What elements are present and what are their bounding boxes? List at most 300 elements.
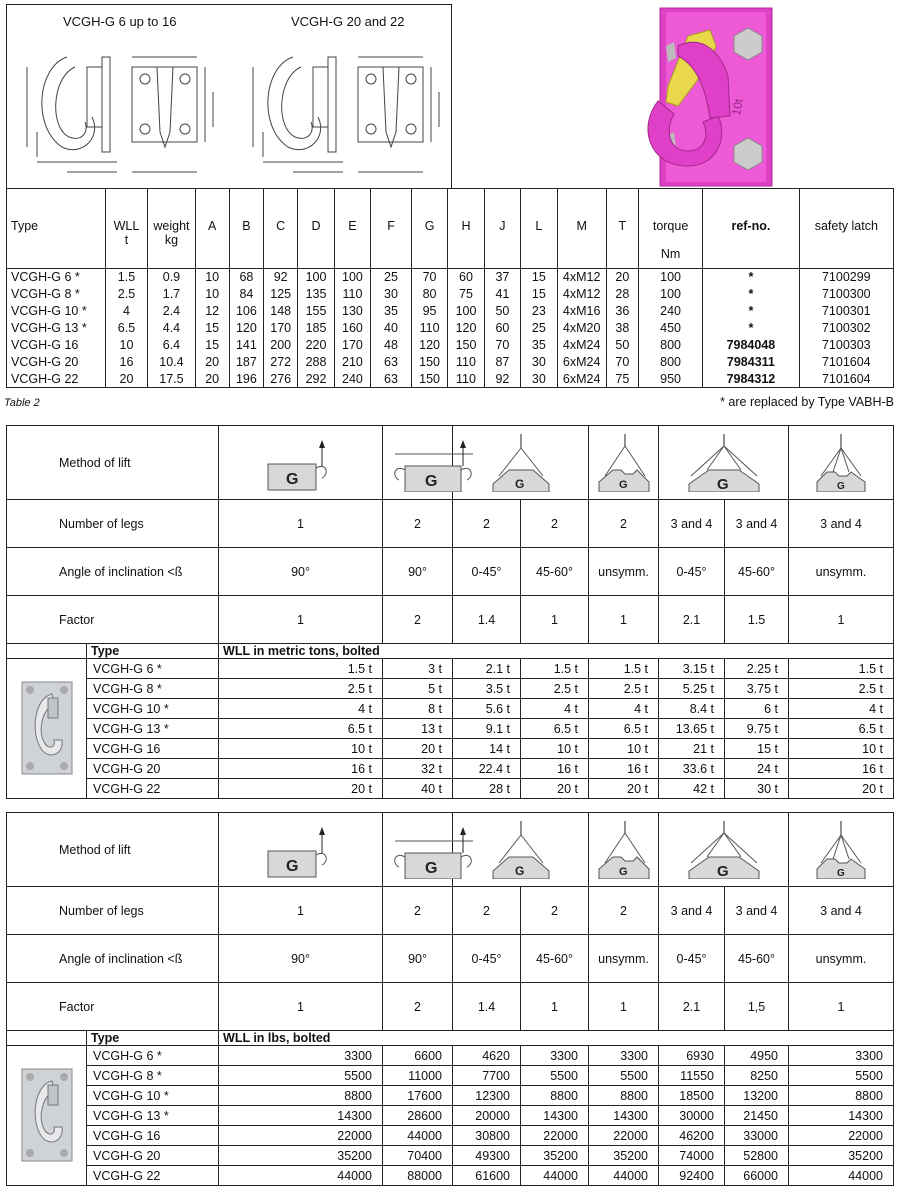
wll-row [7,699,894,719]
drawing-title-large: VCGH-G 20 and 22 [291,14,405,29]
wll-type: VCGH-G 8 * [87,1066,219,1086]
wll-value: 8800 [521,1086,589,1106]
bracket-photo-icon [12,1061,82,1171]
spec-cell: 80 [411,286,447,303]
wll-value: 4 t [589,699,659,719]
wll-value: 13200 [725,1086,789,1106]
angle-value: 45-60° [521,548,589,596]
replacement-note: * are replaced by Type VABH-B [720,395,894,409]
spec-row [7,354,894,371]
wll-value: 15 t [725,739,789,759]
wll-type: VCGH-G 13 * [87,1106,219,1126]
legs-value: 2 [521,887,589,935]
spec-cell: 450 [638,320,702,337]
angle-value: 0-45° [453,935,521,983]
legs-value: 3 and 4 [789,887,894,935]
wll-value: 14300 [219,1106,383,1126]
spec-cell: 70 [606,354,638,371]
wll-value: 8800 [219,1086,383,1106]
legs-value: 2 [453,887,521,935]
wll-value: 4620 [453,1046,521,1066]
wll-value: 4 t [521,699,589,719]
spec-cell: 800 [638,337,702,354]
wll-value: 4 t [219,699,383,719]
spec-cell: 220 [298,337,334,354]
spec-header-cell [264,189,298,269]
svg-text:G: G [514,863,524,878]
wll-value: 3300 [589,1046,659,1066]
wll-value: 22000 [219,1126,383,1146]
spec-cell: 4xM24 [557,337,606,354]
wll-value: 35200 [789,1146,894,1166]
lift-icon-cell [219,813,383,887]
legs-value: 3 and 4 [789,500,894,548]
spec-cell: 6.4 [148,337,195,354]
wll-value: 5500 [521,1066,589,1086]
spec-cell: 7984311 [703,354,799,371]
spec-header-line: C [276,219,286,233]
wll-metric-table [6,425,894,799]
wll-value: 42 t [659,779,725,799]
spec-header-line: M [576,219,587,233]
wll-value: 49300 [453,1146,521,1166]
spec-cell: 950 [638,371,702,388]
wll-value: 9.1 t [453,719,521,739]
wll-value: 16 t [521,759,589,779]
spec-cell: 120 [229,320,263,337]
factor-value: 2 [383,596,453,644]
spec-header-line: torque [652,219,689,233]
spec-cell: 7100300 [799,286,893,303]
wll-value: 16 t [219,759,383,779]
svg-text:G: G [514,476,524,491]
lift-method-icon [593,434,655,492]
spec-header-cell [557,189,606,269]
spec-cell: 15 [195,337,229,354]
spec-cell: 23 [521,303,557,320]
wll-value: 8800 [789,1086,894,1106]
spec-cell: 48 [371,337,412,354]
wll-value: 2.1 t [453,659,521,679]
method-of-lift-label: Method of lift [7,426,219,500]
wll-unit-header: WLL in metric tons, bolted [219,644,894,659]
wll-value: 6 t [725,699,789,719]
wll-type: VCGH-G 10 * [87,699,219,719]
wll-value: 8250 [725,1066,789,1086]
lift-method-icon [264,434,338,492]
svg-text:G: G [618,865,628,878]
wll-value: 22000 [589,1126,659,1146]
wll-value: 10 t [789,739,894,759]
factor-value: 1 [589,596,659,644]
spec-cell: 20 [606,269,638,286]
spec-cell: 15 [195,320,229,337]
wll-value: 8 t [383,699,453,719]
wll-value: 61600 [453,1166,521,1186]
lift-icon-cell [383,813,453,887]
spec-header-line: A [207,219,217,233]
wll-value: 16 t [589,759,659,779]
spec-cell: 141 [229,337,263,354]
spec-cell: 63 [371,371,412,388]
spec-cell: 272 [264,354,298,371]
wll-value: 6.5 t [789,719,894,739]
wll-value: 7700 [453,1066,521,1086]
spec-cell: * [703,269,799,286]
wll-value: 30800 [453,1126,521,1146]
angle-value: 90° [383,548,453,596]
factor-label: Factor [7,983,219,1031]
spec-cell: 35 [371,303,412,320]
wll-type: VCGH-G 20 [87,1146,219,1166]
top-section [6,4,894,404]
spec-header-line: ref-no. [731,219,771,233]
spec-cell: 4xM12 [557,269,606,286]
factor-value: 1 [521,983,589,1031]
method-of-lift-label: Method of lift [7,813,219,887]
wll-row [7,1046,894,1066]
spec-header-line: G [424,219,435,233]
wll-value: 28600 [383,1106,453,1126]
spec-header-cell [799,189,893,269]
spec-row [7,286,894,303]
spec-cell: 30 [371,286,412,303]
spec-cell: 17.5 [148,371,195,388]
wll-value: 8.4 t [659,699,725,719]
wll-value: 14300 [589,1106,659,1126]
spec-cell: 7101604 [799,354,893,371]
legs-label: Number of legs [7,500,219,548]
svg-text:G: G [425,859,438,877]
wll-value: 4950 [725,1046,789,1066]
wll-header-row [7,644,894,659]
wll-value: 20 t [219,779,383,799]
legs-value: 3 and 4 [659,500,725,548]
spec-cell: 75 [448,286,484,303]
spec-header-line: F [387,219,395,233]
angle-label: Angle of inclination <ß [7,935,219,983]
spec-header-line: B [242,219,251,233]
wll-value: 70400 [383,1146,453,1166]
wll-value: 92400 [659,1166,725,1186]
wll-value: 6600 [383,1046,453,1066]
spec-cell: 15 [521,269,557,286]
spec-cell: 6xM24 [557,354,606,371]
wll-value: 44000 [219,1166,383,1186]
wll-type: VCGH-G 20 [87,759,219,779]
spec-cell: 110 [411,320,447,337]
legs-value: 2 [383,500,453,548]
spec-cell: 4xM12 [557,286,606,303]
spec-cell: 10 [105,337,148,354]
legs-label: Number of legs [7,887,219,935]
wll-value: 20 t [589,779,659,799]
wll-type: VCGH-G 22 [87,1166,219,1186]
spec-cell: 63 [371,354,412,371]
spec-cell: 130 [334,303,370,320]
wll-value: 5.25 t [659,679,725,699]
spec-table [6,188,894,388]
type-header: Type [87,644,219,659]
spec-cell: VCGH-G 6 * [7,269,106,286]
factor-value: 2.1 [659,596,725,644]
factor-value: 1 [589,983,659,1031]
legs-value: 2 [589,887,659,935]
legs-value: 2 [521,500,589,548]
spec-cell: 106 [229,303,263,320]
lift-icon-cell [383,426,453,500]
legs-value: 3 and 4 [725,500,789,548]
wll-value: 3.15 t [659,659,725,679]
spec-cell: 4.4 [148,320,195,337]
wll-row [7,1106,894,1126]
wll-lbs-table [6,812,894,1186]
spec-header-line: T [618,219,627,233]
wll-value: 30 t [725,779,789,799]
wll-value: 66000 [725,1166,789,1186]
spec-cell: * [703,286,799,303]
spec-cell: 185 [298,320,334,337]
wll-value: 44000 [589,1166,659,1186]
spec-cell: VCGH-G 13 * [7,320,106,337]
spec-cell: 196 [229,371,263,388]
spec-header-line: E [348,219,357,233]
spec-cell: 25 [521,320,557,337]
wll-value: 28 t [453,779,521,799]
spec-cell: 10 [195,286,229,303]
wll-row [7,1166,894,1186]
spec-row [7,269,894,286]
factor-value: 1.5 [725,596,789,644]
wll-value: 6.5 t [219,719,383,739]
legs-value: 2 [383,887,453,935]
wll-value: 24 t [725,759,789,779]
spec-cell: 7100303 [799,337,893,354]
spec-cell: 170 [264,320,298,337]
spec-cell: 30 [521,354,557,371]
spec-cell: 4 [105,303,148,320]
wll-value: 3300 [219,1046,383,1066]
wll-type: VCGH-G 16 [87,739,219,759]
wll-value: 35200 [589,1146,659,1166]
table-label: Table 2 [4,397,40,409]
factor-value: 1.4 [453,596,521,644]
spec-header-cell [7,189,106,269]
spec-header-line: J [499,219,506,233]
wll-value: 5500 [789,1066,894,1086]
spec-cell: 135 [298,286,334,303]
wll-type: VCGH-G 6 * [87,659,219,679]
spec-header-cell [371,189,412,269]
spec-cell: 68 [229,269,263,286]
angle-value: unsymm. [589,935,659,983]
wll-type: VCGH-G 22 [87,779,219,799]
spec-header-line: H [461,219,471,233]
spec-cell: 276 [264,371,298,388]
spec-cell: 7100302 [799,320,893,337]
wll-row [7,759,894,779]
wll-value: 44000 [383,1126,453,1146]
spec-cell: 20 [195,371,229,388]
spec-cell: 92 [264,269,298,286]
spec-header-cell [606,189,638,269]
spec-header-line: safety latch [814,219,878,233]
wll-type: VCGH-G 6 * [87,1046,219,1066]
wll-row [7,739,894,759]
wll-value: 6930 [659,1046,725,1066]
lift-icon-cell [589,813,659,887]
blank-cell [7,1031,87,1046]
spec-cell: 20 [105,371,148,388]
lift-icon-cell [659,426,789,500]
spec-cell: 10.4 [148,354,195,371]
factor-value: 1 [521,596,589,644]
spec-cell: 155 [298,303,334,320]
wll-value: 52800 [725,1146,789,1166]
spec-cell: 150 [411,371,447,388]
spec-cell: 4xM16 [557,303,606,320]
factor-value: 1 [789,983,894,1031]
wll-value: 8800 [589,1086,659,1106]
wll-row [7,719,894,739]
wll-value: 13.65 t [659,719,725,739]
lift-method-icon [593,821,655,879]
lift-method-icon [264,821,338,879]
wll-value: 12300 [453,1086,521,1106]
wll-type: VCGH-G 10 * [87,1086,219,1106]
bracket-photo-cell [7,1046,87,1186]
wll-value: 10 t [219,739,383,759]
spec-row [7,371,894,388]
spec-cell: 35 [521,337,557,354]
spec-cell: 100 [638,286,702,303]
wll-value: 14300 [789,1106,894,1126]
legs-value: 3 and 4 [725,887,789,935]
spec-cell: 38 [606,320,638,337]
spec-header-cell [229,189,263,269]
spec-cell: 87 [484,354,520,371]
spec-cell: 210 [334,354,370,371]
lift-legs-row [7,887,894,935]
bracket-photo-icon [12,674,82,784]
factor-value: 1,5 [725,983,789,1031]
wll-row [7,779,894,799]
spec-cell: 120 [448,320,484,337]
angle-value: 45-60° [521,935,589,983]
wll-value: 88000 [383,1166,453,1186]
lift-icon-cell [453,426,589,500]
svg-text:G: G [837,480,845,492]
spec-cell: 148 [264,303,298,320]
factor-value: 1 [219,983,383,1031]
wll-value: 21450 [725,1106,789,1126]
spec-cell: 41 [484,286,520,303]
spec-cell: 60 [484,320,520,337]
wll-value: 5500 [589,1066,659,1086]
spec-cell: 84 [229,286,263,303]
spec-header-cell [638,189,702,269]
wll-value: 32 t [383,759,453,779]
spec-row [7,320,894,337]
wll-value: 46200 [659,1126,725,1146]
lift-angle-row [7,548,894,596]
type-header: Type [87,1031,219,1046]
spec-cell: 110 [448,371,484,388]
spec-cell: 75 [606,371,638,388]
spec-header-cell [334,189,370,269]
spec-header-cell [448,189,484,269]
wll-value: 20000 [453,1106,521,1126]
wll-type: VCGH-G 16 [87,1126,219,1146]
wll-value: 9.75 t [725,719,789,739]
angle-value: 90° [383,935,453,983]
spec-cell: 125 [264,286,298,303]
spec-cell: 12 [195,303,229,320]
legs-value: 2 [589,500,659,548]
spec-header-line: t [124,233,129,247]
wll-value: 3.5 t [453,679,521,699]
wll-value: 22000 [521,1126,589,1146]
spec-cell: 25 [371,269,412,286]
spec-cell: 92 [484,371,520,388]
spec-row [7,303,894,320]
wll-type: VCGH-G 8 * [87,679,219,699]
wll-value: 30000 [659,1106,725,1126]
angle-value: unsymm. [589,548,659,596]
wll-value: 40 t [383,779,453,799]
wll-value: 6.5 t [521,719,589,739]
spec-cell: 7984312 [703,371,799,388]
spec-header-cell [148,189,195,269]
wll-value: 1.5 t [521,659,589,679]
spec-cell: 7100299 [799,269,893,286]
wll-value: 44000 [789,1166,894,1186]
wll-row [7,1066,894,1086]
spec-header-line: L [535,219,543,233]
wll-row [7,659,894,679]
spec-cell: 150 [411,354,447,371]
bracket-photo-cell [7,659,87,799]
svg-text:G: G [837,867,845,879]
spec-header-cell [411,189,447,269]
spec-cell: 200 [264,337,298,354]
spec-cell: 7100301 [799,303,893,320]
angle-value: 45-60° [725,935,789,983]
lift-icon-cell [659,813,789,887]
factor-value: 1.4 [453,983,521,1031]
wll-value: 5.6 t [453,699,521,719]
lift-icon-cell [789,813,894,887]
angle-value: unsymm. [789,935,894,983]
wll-value: 22.4 t [453,759,521,779]
spec-cell: 292 [298,371,334,388]
wll-value: 11550 [659,1066,725,1086]
lift-icon-cell [789,426,894,500]
spec-cell: 100 [448,303,484,320]
spec-cell: 1.5 [105,269,148,286]
wll-value: 13 t [383,719,453,739]
svg-text:G: G [425,472,438,490]
wll-value: 20 t [383,739,453,759]
spec-cell: 160 [334,320,370,337]
spec-cell: 50 [606,337,638,354]
wll-value: 44000 [521,1166,589,1186]
spec-cell: 15 [521,286,557,303]
angle-value: 45-60° [725,548,789,596]
spec-header-cell [298,189,334,269]
spec-cell: 110 [448,354,484,371]
blank-cell [7,644,87,659]
